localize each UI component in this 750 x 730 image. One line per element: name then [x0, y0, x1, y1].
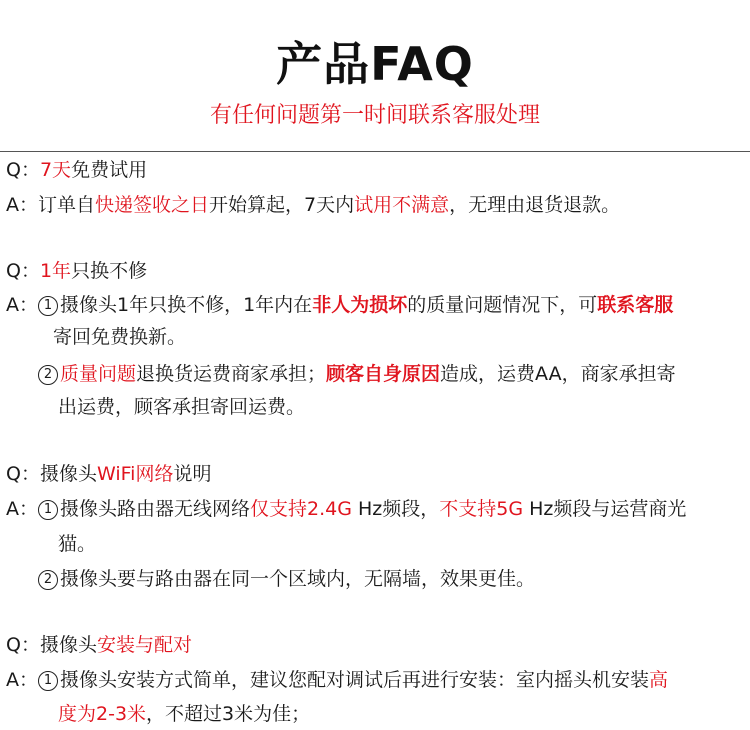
page-subtitle: 有任何问题第一时间联系客服处理 — [209, 103, 540, 128]
faq-2-question — [6, 258, 147, 284]
a-label: A： — [6, 194, 38, 216]
header-divider — [0, 151, 750, 152]
a-label: A： — [6, 498, 38, 520]
faq-3-question — [6, 461, 211, 487]
answer-text: 摄像头1年只换不修，1年内在 — [60, 294, 313, 316]
faq-3-answer-1-cont: 猫。 — [58, 533, 97, 555]
q-text: 只换不修 — [71, 260, 148, 282]
a-label: A： — [6, 669, 38, 691]
q-highlight: 安装与配对 — [96, 634, 192, 656]
page-title: 产品FAQ — [276, 37, 474, 91]
answer-text: 摄像头要与路由器在同一个区域内，无隔墙，效果更佳。 — [60, 568, 536, 590]
answer-highlight: 质量问题 — [60, 363, 137, 385]
answer-text: Hz频段， — [351, 498, 440, 520]
answer-text: 退换货运费商家承担； — [136, 363, 327, 385]
circled-number-2: 2 — [38, 570, 58, 590]
answer-text: 摄像头安装方式简单，建议您配对调试后再进行安装：室内摇头机安装 — [60, 669, 650, 691]
answer-highlight: 快递签收之日 — [95, 194, 210, 216]
answer-text: 造成，运费AA，商家承担寄 — [440, 363, 676, 385]
q-text: 说明 — [173, 463, 212, 485]
answer-highlight: 不支持5G — [439, 498, 524, 520]
q-label: Q： — [6, 634, 40, 656]
answer-text: ，无理由退货退款。 — [449, 194, 621, 216]
answer-highlight: 仅支持2.4G — [250, 498, 352, 520]
q-label: Q： — [6, 463, 40, 485]
faq-2-answer-2-cont: 出运费，顾客承担寄回运费。 — [58, 396, 306, 418]
answer-highlight: 高 — [649, 669, 669, 691]
a-label: A： — [6, 294, 38, 316]
q-text: 摄像头 — [39, 463, 97, 485]
answer-highlight: 顾客自身原因 — [326, 363, 441, 385]
answer-highlight: 试用不满意 — [354, 194, 450, 216]
faq-1-answer — [6, 192, 620, 218]
answer-text: 摄像头路由器无线网络 — [60, 498, 251, 520]
q-text: 摄像头 — [39, 634, 97, 656]
circled-number-1: 1 — [38, 500, 58, 520]
q-highlight: 7天 — [39, 159, 72, 181]
answer-text: Hz频段与运营商光 — [523, 498, 687, 520]
answer-text: ，不超过3米为佳； — [146, 703, 311, 725]
answer-highlight: 非人为损坏 — [312, 294, 408, 316]
q-label: Q： — [6, 159, 40, 181]
faq-4-question — [6, 632, 192, 658]
q-text: 免费试用 — [71, 159, 148, 181]
answer-text: 订单自 — [38, 194, 96, 216]
q-highlight: 1年 — [39, 260, 72, 282]
faq-1-question — [6, 157, 147, 183]
answer-highlight: 度为2-3米 — [58, 703, 147, 725]
circled-number-1: 1 — [38, 296, 58, 316]
circled-number-1: 1 — [38, 671, 58, 691]
q-highlight: WiFi网络 — [96, 463, 174, 485]
faq-4-answer-1-cont — [58, 701, 310, 727]
circled-number-2: 2 — [38, 365, 58, 385]
faq-3-answer-1 — [6, 496, 686, 522]
answer-highlight: 联系客服 — [597, 294, 674, 316]
answer-text: 的质量问题情况下，可 — [407, 294, 598, 316]
answer-text: 开始算起，7天内 — [209, 194, 355, 216]
faq-2-answer-2 — [38, 361, 676, 387]
faq-3-answer-2 — [38, 566, 535, 592]
q-label: Q： — [6, 260, 40, 282]
faq-2-answer-1 — [6, 292, 673, 318]
faq-4-answer-1 — [6, 667, 668, 693]
faq-2-answer-1-cont: 寄回免费换新。 — [53, 326, 187, 348]
